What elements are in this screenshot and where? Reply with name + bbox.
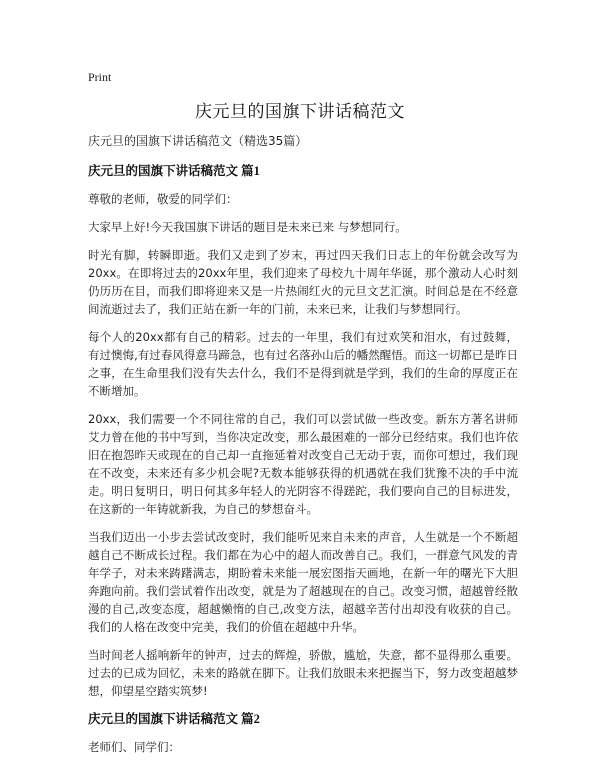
section-1 [88,162,518,700]
paragraph: 大家早上好!今天我国旗下讲话的题目是未来已来 与梦想同行。 [88,220,407,234]
paragraph: 当我们迈出一小步去尝试改变时，我们能听见来自未来的声音，人生就是一个不断超越自己不断成长过程。我们都在为心中的超人而改善自己。我们，一群意气风发的青年学子，对未来踌躇满志，期盼着未来能一展宏图指天画地，在新一年的曙光下大胆奔跑向前。我们尝试着作出改变，就是为了超越现在的自己。改变习惯，超越曾经散漫的自己,改变态度，超越懒惰的自己,改变方法，超越辛苦付出却没有收获的自己。我们的人格在改变中完美，我们的价值在超越中升华。 [88,530,518,634]
section-heading: 庆元旦的国旗下讲话稿范文 篇1 [88,164,260,178]
paragraph: 每个人的20xx都有自己的精彩。过去的一年里，我们有过欢笑和泪水，有过鼓舞，有过懊悔,有过春风得意马蹄急，也有过名落孙山后的幡然醒悟。而这一切都已是昨日之事，在生命里我们没有失去什么，我们不是得到就是学到，我们的生命的厚度正在不断增加。 [88,330,518,398]
section-heading: 庆元旦的国旗下讲话稿范文 篇2 [88,712,260,726]
paragraph: 尊敬的老师，敬爱的同学们： [88,192,238,206]
page-title: 庆元旦的国旗下讲话稿范文 [195,102,405,122]
paragraph: 20xx，我们需要一个不同往常的自己，我们可以尝试做一些改变。新东方著名讲师艾力曾在他的书中写到，当你决定改变，那么最困难的一部分已经结束。我们也许依旧在抱怨昨天或现在的自己却一直拖延着对改变自己无动于衷，而你可想过，我们现在不改变，未来还有多少机会呢?无数本能够获得的机遇就在我们犹豫不决的手中流走。明日复明日，明日何其多年轻人的光阴容不得蹉跎，我们要向自己的目标进发，在这新的一年铸就新我，为自己的梦想奋斗。 [88,412,518,516]
section-2 [88,710,518,756]
paragraph: 时光有脚，转瞬即逝。我们又走到了岁末，再过四天我们日志上的年份就会改写为20xx。在即将过去的20xx年里，我们迎来了母校九十周年华诞，那个激动人心时刻仍历历在目，而我们即将迎来又是一片热闹红火的元旦文艺汇演。时间总是在不经意间流逝过去了，我们正站在新一年的门前，未来已来，让我们与梦想同行。 [88,248,518,316]
print-link[interactable]: Print [88,70,112,84]
document-subtitle: 庆元旦的国旗下讲话稿范文（精选35篇） [88,134,308,148]
paragraph: 老师们、同学们： [88,740,180,754]
document-body [88,132,518,766]
paragraph: 当时间老人摇响新年的钟声，过去的辉煌，骄傲，尴尬，失意，都不显得那么重要。过去的已成为回忆，未来的路就在脚下。让我们放眼未来把握当下，努力改变超越梦想，仰望星空踏实筑梦! [88,648,518,698]
